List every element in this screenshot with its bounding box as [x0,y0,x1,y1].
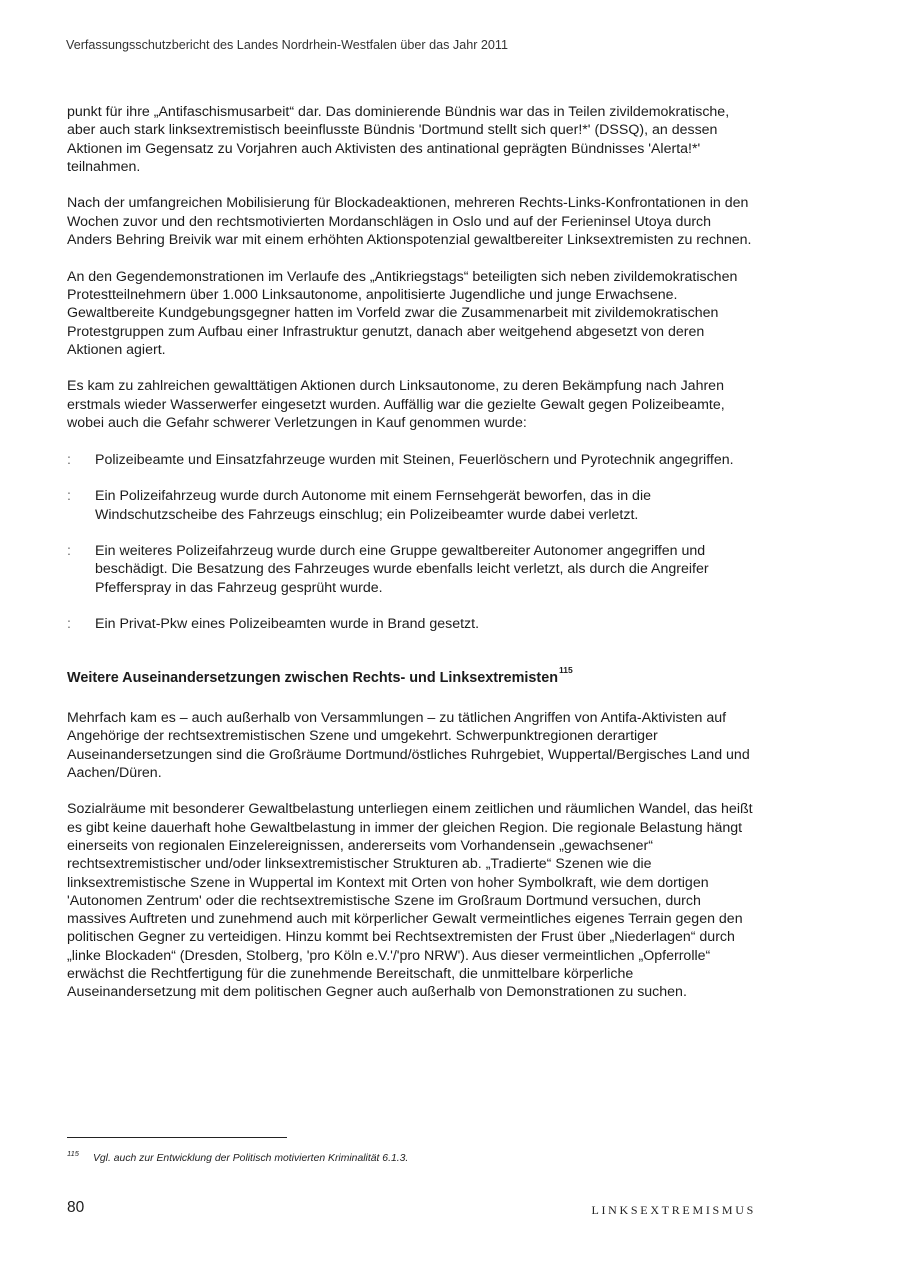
list-item-text: Polizeibeamte und Einsatzfahrzeuge wurden mit Steinen, Feuerlöschern und Pyrotechnik angegriffen. [95,451,734,468]
footnote [67,1149,408,1164]
paragraph: Es kam zu zahlreichen gewalttätigen Aktionen durch Linksautonome, zu deren Bekämpfung nach Jahren erstmals wieder Wasserwerfer eingesetzt wurden. Auffällig war die gezielte Gewalt gegen Polizeibeamte, wobei auch die Gefahr schwerer Verletzungen in Kauf genommen wurde: [67,378,725,432]
list-item [67,451,757,469]
paragraph: Mehrfach kam es – auch außerhalb von Versammlungen – zu tätlichen Angriffen von Antifa-Aktivisten auf Angehörige der rechtsextremistischen Szene und umgekehrt. Schwerpunktregionen derartiger Auseinandersetzungen sind die Großräume Dortmund/östliches Ruhrgebiet, Wuppertal/Bergisches Land und Aachen/Düren. [67,709,750,781]
paragraph: An den Gegendemonstrationen im Verlaufe des „Antikriegstags“ beteiligten sich neben zivildemokratischen Protestteilnehmern über 1.000 Linksautonome, anpolitisierte Jugendliche und junge Erwachsene. Gewaltbereite Kundgebungsgegner hatten im Vorfeld zwar die Zusammenarbeit mit zivildemokratischen Protestgruppen zum Aufbau einer Infrastruktur genutzt, danach aber weitgehend abgesetzt von deren Aktionen agiert. [67,268,738,358]
footnote-text: Vgl. auch zur Entwicklung der Politisch motivierten Kriminalität 6.1.3. [92,1153,409,1164]
footnote-reference: 115 [559,664,573,675]
footnote-divider [67,1137,287,1138]
list-item [67,487,757,524]
paragraph: Sozialräume mit besonderer Gewaltbelastung unterliegen einem zeitlichen und räumlichen Wandel, das heißt es gibt keine dauerhaft hohe Gewaltbelastung in immer der gleichen Region. Die regionale Belastung hängt einerseits von regionalen Einzelereignissen, andererseits vom Vorhandensein „gewachsener“ rechtsextremistischer und/oder linksextremistischer Strukturen ab. „Tradierte“ Szenen wie die linksextremistische Szene in Wuppertal im Kontext mit Orten von hoher Symbolkraft, wie dem dortigen 'Autonomen Zentrum' oder die rechtsextremistische Szene im Großraum Dortmund versuchen, durch massives Auftreten und zunehmend auch mit körperlicher Gewalt vermeintliches eigenes Terrain gegen den politischen Gegner zu verteidigen. Hinzu kommt bei Rechtsextremisten der Frust über „Niederlagen“ durch „linke Blockaden“ (Dresden, Stolberg, 'pro Köln e.V.'/'pro NRW'). Aus dieser vermeintlichen „Opferrolle“ erwächst die Rechtfertigung für die zunehmende Bereitschaft, die unmittelbare körperliche Auseinandersetzung mit dem politischen Gegner auch außerhalb von Demonstrationen zu suchen. [67,801,753,1001]
running-section-title: LINKSEXTREMISMUS [591,1203,756,1217]
paragraph: Nach der umfangreichen Mobilisierung für Blockadeaktionen, mehreren Rechts-Links-Konfrontationen in den Wochen zuvor und den rechtsmotivierten Mordanschlägen in Oslo und auf der Ferieninsel Utoya durch Anders Behring Breivik war mit einem erhöhten Aktionspotenzial gewaltbereiter Linksextremisten zu rechnen. [67,195,752,249]
footnote-number: 115 [67,1149,79,1158]
bullet-marker: : [67,451,71,468]
incident-list [67,451,757,634]
body-text [67,103,757,1020]
page-header: Verfassungsschutzbericht des Landes Nordrhein-Westfalen über das Jahr 2011 [66,38,508,52]
section-heading-text: Weitere Auseinandersetzungen zwischen Rechts- und Linksextremisten [67,669,559,686]
bullet-marker: : [67,616,71,633]
list-item-text: Ein Privat-Pkw eines Polizeibeamten wurde in Brand gesetzt. [95,616,480,633]
list-item [67,542,757,597]
list-item-text: Ein Polizeifahrzeug wurde durch Autonome mit einem Fernsehgerät beworfen, das in die Windschutzscheibe des Fahrzeugs einschlug; ein Polizeibeamter wurde dabei verletzt. [95,488,651,523]
page-number: 80 [67,1199,85,1216]
bullet-marker: : [67,543,71,560]
bullet-marker: : [67,488,71,505]
list-item [67,615,757,633]
paragraph: punkt für ihre „Antifaschismusarbeit“ dar. Das dominierende Bündnis war das in Teilen zivildemokratische, aber auch stark linksextremistisch beeinflusste Bündnis 'Dortmund stellt sich quer!*' (DSSQ), an dessen Aktionen im Gegensatz zu Vorjahren auch Aktivisten des antinational geprägten Bündnisses 'Alerta!*' teilnahmen. [67,104,730,175]
list-item-text: Ein weiteres Polizeifahrzeug wurde durch eine Gruppe gewaltbereiter Autonomer angegriffen und beschädigt. Die Besatzung des Fahrzeuges wurde ebenfalls leicht verletzt, als durch die Angreifer Pfefferspray in das Fahrzeug gesprüht wurde. [95,543,709,596]
section-heading [67,661,757,687]
